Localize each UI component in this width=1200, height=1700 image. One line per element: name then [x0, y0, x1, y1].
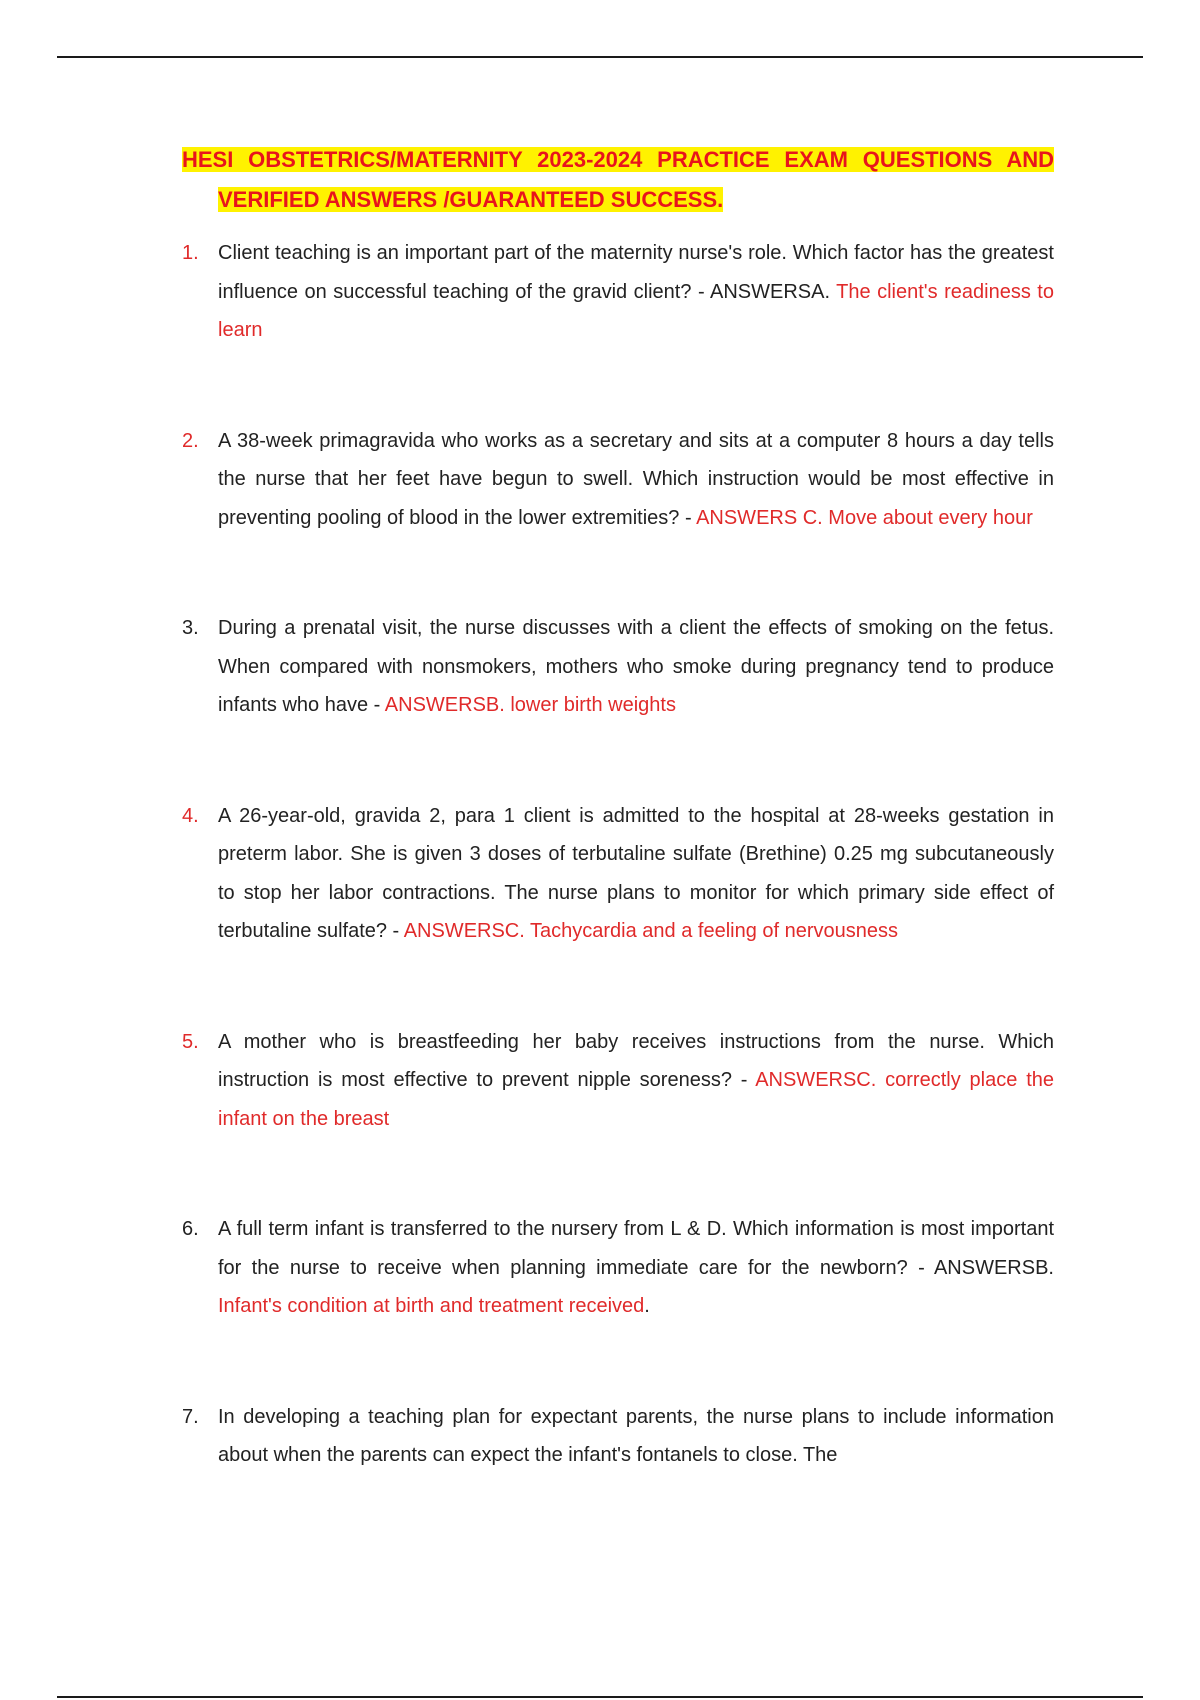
question-item-7	[182, 1398, 1054, 1475]
question-item-3	[182, 609, 1054, 725]
answer-text: ANSWERSB. lower birth weights	[384, 694, 676, 716]
answer-text: The client's readiness to learn	[218, 280, 1054, 341]
document-body	[182, 140, 1054, 1547]
question-text: During a prenatal visit, the nurse discusses with a client the effects of smoking on the fetus. When compared with nonsmokers, mothers who smoke during pregnancy tend to produce infants who have -	[218, 617, 1054, 716]
question-text: A 26-year-old, gravida 2, para 1 client is admitted to the hospital at 28-weeks gestation in preterm labor. She is given 3 doses of terbutaline sulfate (Brethine) 0.25 mg subcutaneously to stop her labor contractions. The nurse plans to monitor for which primary side effect of terbutaline sulfate? -	[218, 804, 1054, 942]
document-title	[182, 140, 1054, 220]
question-item-2	[182, 422, 1054, 538]
question-number: 6.	[182, 1218, 199, 1240]
question-number: 7.	[182, 1405, 199, 1428]
question-item-1	[182, 234, 1054, 350]
question-item-4	[182, 797, 1054, 951]
answer-text: Infant's condition at birth and treatment received	[218, 1295, 645, 1317]
question-text: A 38-week primagravida who works as a secretary and sits at a computer 8 hours a day tells the nurse that her feet have begun to swell. Which instruction would be most effective in preventing pooling of blood in the lower extremities? -	[218, 429, 1054, 529]
question-number: 2.	[182, 429, 199, 452]
answer-trailing-period: .	[644, 1295, 650, 1317]
answer-text: ANSWERS C. Move about every hour	[696, 506, 1033, 529]
question-text: A mother who is breastfeeding her baby receives instructions from the nurse. Which instruction is most effective to prevent nipple soreness? -	[218, 1030, 1054, 1091]
question-text: In developing a teaching plan for expectant parents, the nurse plans to include information about when the parents can expect the infant's fontanels to close. The	[218, 1405, 1054, 1466]
title-highlight: HESI OBSTETRICS/MATERNITY 2023-2024 PRACTICE EXAM QUESTIONS AND VERIFIED ANSWERS /GUARANTEED SUCCESS.	[182, 147, 1054, 212]
question-list	[182, 234, 1054, 1475]
question-number: 1.	[182, 242, 199, 264]
bottom-rule	[57, 1696, 1143, 1698]
question-text: Client teaching is an important part of the maternity nurse's role. Which factor has the greatest influence on successful teaching of the gravid client? - ANSWERSA.	[218, 242, 1054, 303]
top-rule	[57, 56, 1143, 58]
question-number: 4.	[182, 804, 199, 827]
question-item-5	[182, 1023, 1054, 1139]
question-item-6	[182, 1210, 1054, 1326]
answer-text: ANSWERSC. correctly place the infant on the breast	[218, 1069, 1054, 1130]
answer-text: ANSWERSC. Tachycardia and a feeling of nervousness	[403, 920, 899, 942]
question-number: 5.	[182, 1030, 199, 1053]
question-text: A full term infant is transferred to the nursery from L & D. Which information is most important for the nurse to receive when planning immediate care for the newborn? - ANSWERSB.	[218, 1218, 1054, 1279]
question-number: 3.	[182, 617, 199, 639]
